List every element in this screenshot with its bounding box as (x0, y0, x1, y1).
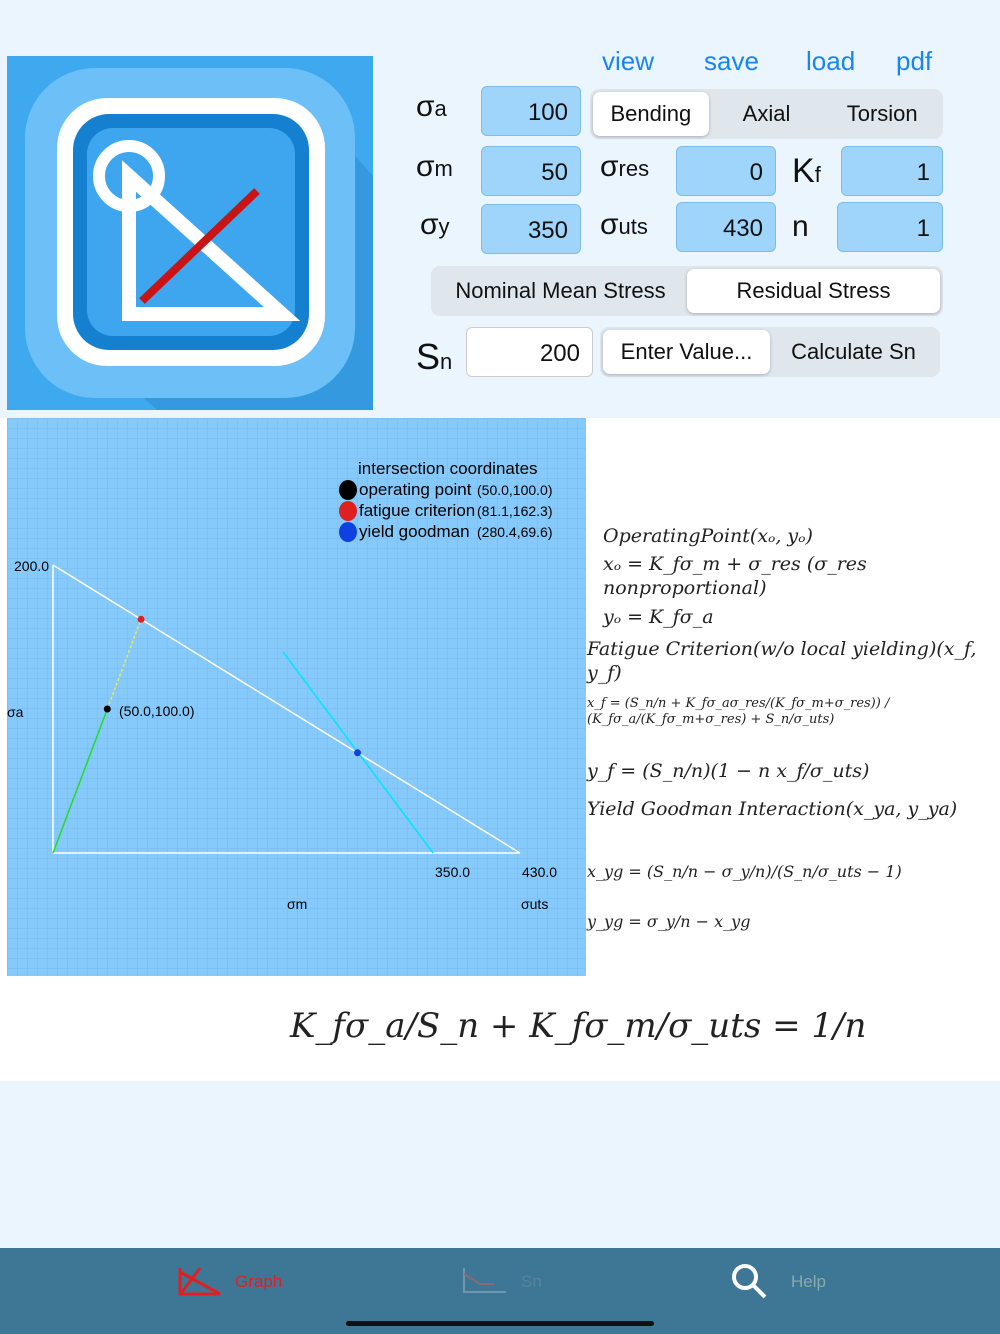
operating-point-marker (104, 706, 111, 713)
home-indicator (346, 1321, 654, 1326)
legend-dot-icon (339, 480, 357, 500)
eq-goodman-main: K_fσ_a/S_n + K_fσ_m/σ_uts = 1/n (290, 1006, 867, 1046)
stress-mode-segmented[interactable] (431, 266, 943, 316)
legend-coords: (280.4,69.6) (477, 524, 553, 540)
sigma-a-label: σa (416, 90, 447, 123)
sn-input[interactable]: 200 (466, 327, 593, 377)
legend-label: fatigue criterion (359, 501, 476, 520)
enter-value-button[interactable]: Enter Value... (603, 330, 770, 374)
load-link[interactable]: load (806, 46, 856, 76)
calculate-sn-button[interactable]: Calculate Sn (791, 339, 916, 364)
legend-label: operating point (359, 480, 472, 499)
sigma-uts-input[interactable]: 430 (676, 202, 776, 252)
tab-graph[interactable]: Graph (235, 1272, 283, 1291)
fatigue-criterion-marker (138, 616, 145, 623)
sigma-res-input[interactable]: 0 (676, 146, 776, 196)
load-line (53, 709, 107, 853)
pdf-link[interactable]: pdf (896, 46, 933, 76)
y-axis-label: σa (7, 704, 24, 720)
kf-input[interactable]: 1 (841, 146, 943, 196)
legend-label: yield goodman (359, 522, 470, 541)
sigma-m-label: σm (416, 150, 453, 183)
legend-dot-icon (339, 501, 357, 521)
graph-tab-icon[interactable] (178, 1266, 222, 1301)
y-tick-top: 200.0 (14, 558, 50, 574)
view-link[interactable]: view (602, 46, 655, 76)
sigma-y-input[interactable]: 350 (481, 204, 581, 254)
legend-dot-icon (339, 522, 357, 542)
eq-fatigue-criterion: Fatigue Criterion(w/o local yielding)(x_f, y_f) (587, 638, 977, 684)
x-tick-uts: 430.0 (522, 864, 558, 880)
sigma-res-label: σres (600, 150, 650, 183)
kf-label: Kf (792, 152, 821, 190)
n-label: n (792, 210, 809, 243)
segment-residual-stress[interactable]: Residual Stress (687, 269, 940, 313)
segment-bending[interactable]: Bending (593, 92, 709, 136)
segment-nominal-mean-stress[interactable]: Nominal Mean Stress (455, 278, 666, 303)
yield-goodman-marker (354, 749, 361, 756)
legend-item (339, 501, 553, 521)
tab-sn[interactable]: Sn (521, 1272, 542, 1291)
eq-yyg: y_yg = σ_y/n − x_yg (587, 912, 751, 931)
sigma-uts-label: σuts (600, 208, 648, 241)
legend-item (339, 522, 553, 542)
goodman-chart (7, 418, 586, 976)
segment-axial[interactable]: Axial (742, 101, 791, 126)
eq-xf: x_f = (S_n/n + K_fσ_aσ_res/(K_fσ_m+σ_res)) / (K_fσ_a/(K_fσ_m+σ_res) + S_n/σ_uts) (587, 696, 890, 728)
load-line-extension (107, 619, 141, 709)
search-icon[interactable] (730, 1262, 770, 1307)
sn-tab-icon[interactable] (462, 1266, 506, 1301)
load-type-segmented[interactable] (590, 89, 943, 139)
eq-yf: y_f = (S_n/n)(1 − n x_f/σ_uts) (587, 760, 870, 782)
eq-xo: xₒ = K_fσ_m + σ_res (σ_res nonproportional) (603, 553, 867, 599)
eq-xyg: x_yg = (S_n/n − σ_y/n)/(S_n/σ_uts − 1) (587, 862, 902, 881)
sigma-a-input[interactable]: 100 (481, 86, 581, 136)
app-logo (7, 56, 373, 410)
sn-mode-segmented[interactable] (600, 327, 940, 377)
eq-yield-goodman: Yield Goodman Interaction(x_ya, y_ya) (587, 798, 958, 820)
sigma-y-label: σy (420, 208, 450, 241)
x-axis-label: σm (287, 896, 308, 912)
legend-coords: (81.1,162.3) (477, 503, 553, 519)
legend-title: intersection coordinates (358, 459, 538, 478)
x-end-label: σuts (521, 896, 549, 912)
legend-coords: (50.0,100.0) (477, 482, 553, 498)
sigma-m-input[interactable]: 50 (481, 146, 581, 196)
save-link[interactable]: save (704, 46, 759, 76)
legend-item (339, 480, 553, 500)
segment-torsion[interactable]: Torsion (846, 101, 918, 126)
tab-help[interactable]: Help (791, 1272, 826, 1291)
eq-operating-point: OperatingPoint(xₒ, yₒ) (603, 525, 813, 547)
x-tick-sy: 350.0 (435, 864, 471, 880)
n-input[interactable]: 1 (837, 202, 943, 252)
eq-yo: yₒ = K_fσ_a (603, 606, 714, 628)
operating-point-label: (50.0,100.0) (119, 703, 195, 719)
sn-label: Sn (416, 336, 453, 377)
